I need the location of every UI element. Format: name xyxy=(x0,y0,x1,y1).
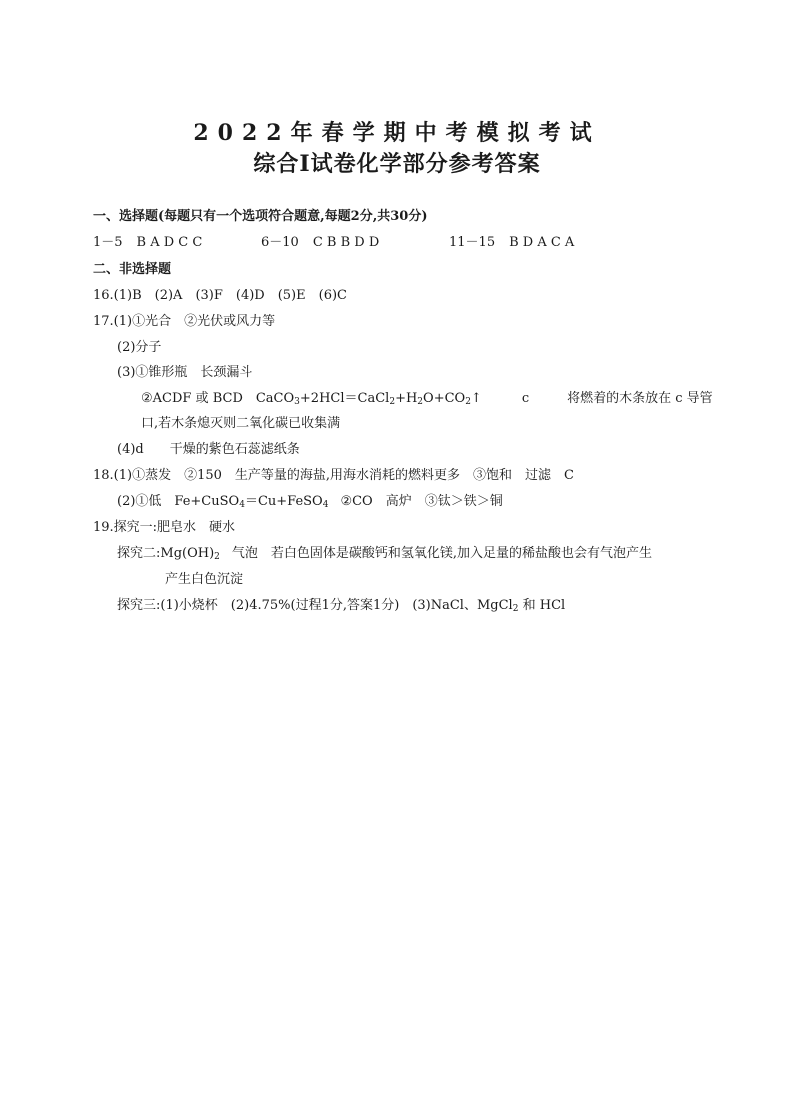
choice-range-2: 6－10 xyxy=(261,235,299,250)
choice-answers-3: B D A C A xyxy=(509,235,575,250)
page-title: 2022年春学期中考模拟考试 xyxy=(193,120,601,146)
q17-part3-equation xyxy=(141,390,713,408)
answer-text: c xyxy=(521,391,530,406)
subscript: 2 xyxy=(389,397,396,407)
answer-text: ②CO 高炉 ③钛＞铁＞铜 xyxy=(340,494,503,509)
answer-text: 探究二:Mg(OH) xyxy=(117,546,215,561)
choice-answers-row xyxy=(93,234,202,252)
choice-answers-row-2 xyxy=(261,234,379,252)
subscript: 4 xyxy=(239,500,245,510)
choice-answers-row-3 xyxy=(449,234,574,252)
subscript: 2 xyxy=(417,397,424,407)
q16-answer: 16.(1)B (2)A (3)F (4)D (5)E (6)C xyxy=(93,288,347,303)
subscript: 3 xyxy=(294,397,300,407)
answer-text: 气泡 若白色固体是碳酸钙和氢氧化镁,加入足量的稀盐酸也会有气泡产生 xyxy=(231,546,653,561)
q17-part2: (2)分子 xyxy=(117,340,162,355)
q19-part1: 19.探究一:肥皂水 硬水 xyxy=(93,520,236,535)
subscript: 4 xyxy=(322,500,329,510)
answer-text: (2)①低 Fe+CuSO xyxy=(117,494,240,509)
q19-part3 xyxy=(117,597,565,615)
equation-text: O+CO xyxy=(423,391,466,406)
equation-text: ↑ xyxy=(470,391,482,406)
q19-part2-continued: 产生白色沉淀 xyxy=(165,572,244,587)
q19-part2 xyxy=(117,545,652,563)
answer-text: 探究三:(1)小烧杯 (2)4.75%(过程1分,答案1分) (3)NaCl、MgCl xyxy=(117,598,513,613)
choice-answers-2: C B B D D xyxy=(312,235,380,250)
subscript: 2 xyxy=(512,604,519,614)
equation-text: +2HCl＝CaCl xyxy=(299,391,390,406)
q17-part1: 17.(1)①光合 ②光伏或风力等 xyxy=(93,314,276,329)
q17-part3: (3)①锥形瓶 长颈漏斗 xyxy=(117,365,253,380)
page-subtitle: 综合I试卷化学部分参考答案 xyxy=(253,151,541,177)
q18-part1: 18.(1)①蒸发 ②150 生产等量的海盐,用海水消耗的燃料更多 ③饱和 过滤 C xyxy=(93,468,574,483)
answer-text: 将燃着的木条放在 c 导管 xyxy=(567,391,713,406)
equation-text: +H xyxy=(395,391,418,406)
q17-part4: (4)d 干燥的紫色石蕊滤纸条 xyxy=(117,442,300,457)
q17-part3-continued: 口,若木条熄灭则二氧化碳已收集满 xyxy=(141,416,341,431)
choice-range-1: 1－5 xyxy=(93,235,123,250)
subscript: 2 xyxy=(214,552,220,562)
answer-text: ＝Cu+FeSO xyxy=(244,494,323,509)
equation-text: ②ACDF 或 BCD CaCO xyxy=(141,391,295,406)
subscript: 2 xyxy=(465,397,471,407)
section1-heading: 一、选择题(每题只有一个选项符合题意,每题2分,共30分) xyxy=(93,209,428,224)
q18-part2 xyxy=(117,493,503,511)
section2-heading: 二、非选择题 xyxy=(93,262,172,277)
choice-range-3: 11－15 xyxy=(449,235,496,250)
answer-text: 和 HCl xyxy=(522,598,566,613)
choice-answers-1: B A D C C xyxy=(136,235,203,250)
